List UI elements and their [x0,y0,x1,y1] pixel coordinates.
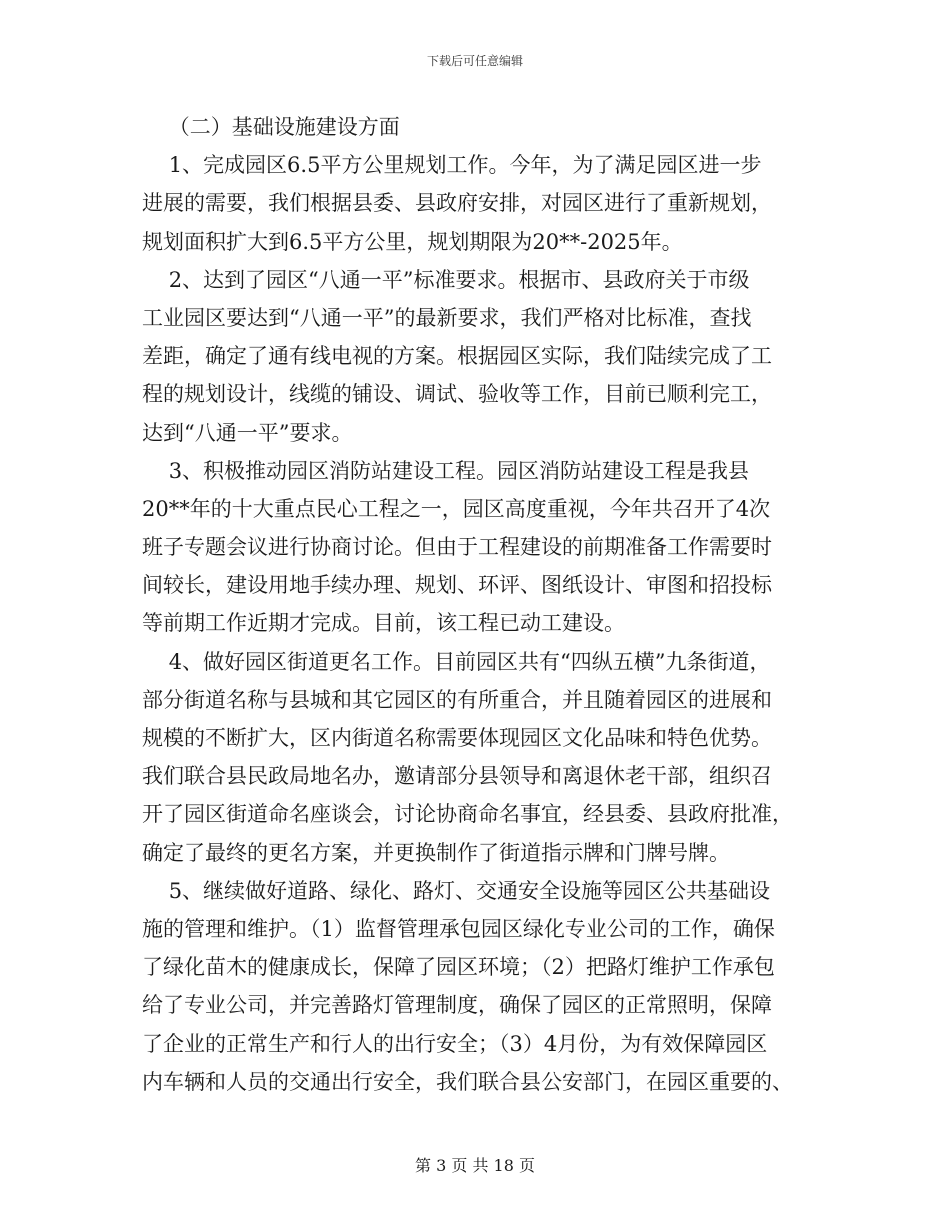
paragraph-line: 进展的需要，我们根据县委、县政府安排，对园区进行了重新规划， [142,191,772,216]
paragraph-line: 我们联合县民政局地名办，邀请部分县领导和离退休老干部，组织召 [142,764,772,789]
paragraph-line: 部分街道名称与县城和其它园区的有所重合，并且随着园区的进展和 [142,687,772,712]
paragraph-line: 3、积极推动园区消防站建设工程。园区消防站建设工程是我县 [142,458,750,483]
page-number-footer: 第 3 页 共 18 页 [415,1156,535,1175]
document-body [142,108,830,1101]
paragraph-line: 给了专业公司，并完善路灯管理制度，确保了园区的正常照明，保障 [142,993,772,1018]
paragraph-line: 5、继续做好道路、绿化、路灯、交通安全设施等园区公共基础设 [142,878,771,903]
page-header: 下载后可任意编辑 [426,54,523,68]
paragraph-line: 了绿化苗木的健康成长，保障了园区环境；（2）把路灯维护工作承包 [142,955,775,980]
paragraph-line: 20**年的十大重点民心工程之一，园区高度重视，今年共召开了4次 [142,496,771,521]
paragraph-line: 差距，确定了通有线电视的方案。根据园区实际，我们陆续完成了工 [142,344,772,369]
paragraph-line: 施的管理和维护。（1）监督管理承包园区绿化专业公司的工作，确保 [142,916,775,941]
paragraph-line: 确定了最终的更名方案，并更换制作了街道指示牌和门牌号牌。 [142,840,730,865]
paragraph-line: 1、完成园区6.5平方公里规划工作。今年，为了满足园区进一步 [142,153,762,178]
paragraph-line: 达到“八通一平”要求。 [142,420,353,445]
paragraph-line: 规划面积扩大到6.5平方公里，规划期限为20**-2025年。 [142,229,683,254]
paragraph-line: 2、达到了园区“八通一平”标准要求。根据市、县政府关于市级 [142,267,750,292]
paragraph-line: 4、做好园区街道更名工作。目前园区共有“四纵五横”九条街道， [142,649,771,674]
paragraph-line: 了企业的正常生产和行人的出行安全；（3）4月份，为有效保障园区 [142,1031,768,1056]
paragraph-line: 开了园区街道命名座谈会，讨论协商命名事宜，经县委、县政府批准， [142,802,793,827]
paragraph-line: 班子专题会议进行协商讨论。但由于工程建设的前期准备工作需要时 [142,535,772,560]
paragraph-line: 程的规划设计，线缆的铺设、调试、验收等工作，目前已顺利完工， [142,382,772,407]
paragraph-line: 等前期工作近期才完成。目前，该工程已动工建设。 [142,611,625,636]
paragraph-line: 工业园区要达到“八通一平”的最新要求，我们严格对比标准，查找 [142,305,752,330]
paragraph-line: 间较长，建设用地手续办理、规划、环评、图纸设计、审图和招投标 [142,573,772,598]
paragraph-line: 规模的不断扩大，区内街道名称需要体现园区文化品味和特色优势。 [142,726,772,750]
paragraph-line: 内车辆和人员的交通出行安全，我们联合县公安部门，在园区重要的、 [142,1069,793,1094]
section-heading: （二）基础设施建设方面 [142,115,400,139]
